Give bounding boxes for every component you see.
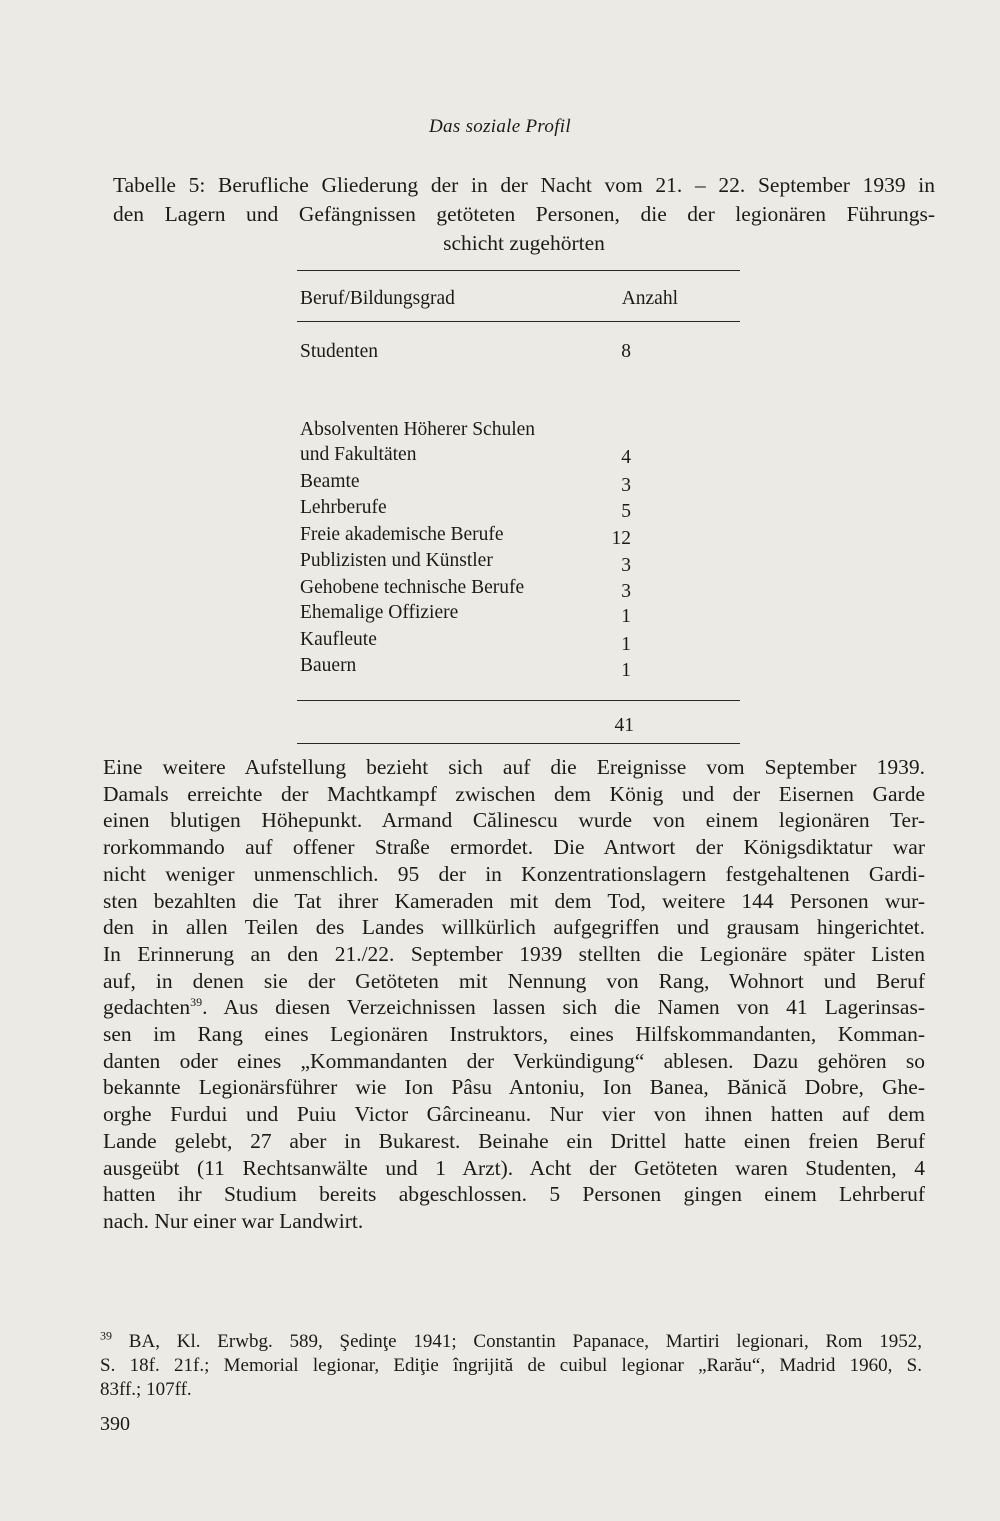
text-line: rorkommando auf offener Straße ermordet. Die Antwort der Königsdiktatur war — [103, 835, 925, 860]
text-line: Eine weitere Aufstellung bezieht sich auf die Ereignisse vom September 1939. — [103, 755, 925, 779]
table-header — [297, 271, 740, 321]
row-label: und Fakultäten — [300, 444, 417, 465]
text-line: bekannte Legionärsführer wie Ion Pâsu Antoniu, Ion Banea, Bănică Dobre, Ghe- — [103, 1075, 925, 1100]
row-label: Beamte — [300, 471, 360, 492]
text-line: In Erinnerung an den 21./22. September 1939 stellten die Legionäre später Listen — [103, 941, 925, 966]
table-total-row — [297, 701, 740, 743]
header-occupation: Beruf/Bildungsgrad — [300, 288, 455, 309]
table-body — [297, 322, 740, 632]
row-count: 5 — [621, 501, 631, 522]
row-count: 3 — [621, 475, 631, 496]
footnote-text: BA, Kl. Erwbg. 589, Şedinţe 1941; Constantin Papanace, Martiri legionari, Rom 1952, — [112, 1331, 922, 1352]
table-bottom-rule — [297, 743, 740, 744]
row-count: 1 — [621, 606, 631, 627]
footnote-line: 83ff.; 107ff. — [100, 1379, 192, 1400]
total-count: 41 — [614, 715, 634, 736]
body-paragraph — [103, 754, 925, 1235]
text-segment: . Aus diesen Verzeichnissen lassen sich die Namen von 41 Lagerinsas- — [202, 995, 925, 1020]
text-line: danten oder eines „Kommandanten der Verkündigung“ ablesen. Dazu gehören so — [103, 1048, 925, 1073]
text-line: sen im Rang eines Legionären Instruktors, eines Hilfskommandanten, Komman- — [103, 1022, 925, 1047]
footnote-number: 39 — [100, 1328, 112, 1343]
text-line: orghe Furdui und Puiu Victor Gârcineanu. Nur vier von ihnen hatten auf dem — [103, 1102, 925, 1127]
footnote-line — [100, 1330, 922, 1354]
row-count: 1 — [621, 634, 631, 655]
text-line: hatten ihr Studium bereits abgeschlossen. 5 Personen gingen einem Lehrberuf — [103, 1182, 925, 1207]
table-body-continued — [297, 628, 740, 688]
caption-line: Tabelle 5: Berufliche Gliederung der in der Nacht vom 21. – 22. September 1939 in — [113, 173, 935, 197]
text-line: Damals erreichte der Machtkampf zwischen dem König und der Eisernen Garde — [103, 781, 925, 806]
text-line: einen blutigen Höhepunkt. Armand Călinescu wurde von einem legionären Ter- — [103, 808, 925, 833]
row-label: Studenten — [300, 341, 378, 362]
row-label: Ehemalige Offiziere — [300, 602, 459, 623]
text-line: Lande gelebt, 27 aber in Bukarest. Beinahe ein Drittel hatte einen freien Beruf — [103, 1128, 925, 1153]
text-line: den in allen Teilen des Landes willkürlich aufgegriffen und grausam hingerichtet. — [103, 915, 925, 940]
row-count: 3 — [621, 555, 631, 576]
text-line: ausgeübt (11 Rechtsanwälte und 1 Arzt). Acht der Getöteten waren Studenten, 4 — [103, 1155, 925, 1180]
row-count: 1 — [621, 660, 631, 681]
row-count: 12 — [611, 528, 631, 549]
text-line: auf, in denen sie der Getöteten mit Nennung von Rang, Wohnort und Beruf — [103, 968, 925, 993]
row-label: Lehrberufe — [300, 497, 387, 518]
footnote-line: S. 18f. 21f.; Memorial legionar, Ediţie îngrijită de cuibul legionar „Rarău“, Madrid 1960, S. — [100, 1355, 922, 1376]
running-head: Das soziale Profil — [429, 116, 571, 137]
table-caption — [113, 171, 935, 258]
row-label: Absolventen Höherer Schulen — [300, 419, 536, 440]
row-label: Kaufleute — [300, 629, 377, 650]
row-count: 4 — [621, 447, 631, 468]
row-label: Gehobene technische Berufe — [300, 577, 525, 598]
text-segment: gedachten — [103, 995, 191, 1020]
row-count: 3 — [621, 581, 631, 602]
header-count: Anzahl — [621, 288, 678, 309]
caption-line: den Lagern und Gefängnissen getöteten Personen, die der legionären Führungs- — [113, 202, 935, 226]
row-label: Publizisten und Künstler — [300, 550, 493, 571]
text-line: nach. Nur einer war Landwirt. — [103, 1208, 364, 1233]
footnote — [100, 1330, 922, 1402]
occupation-table — [297, 270, 740, 744]
row-count: 8 — [621, 341, 631, 362]
page-number: 390 — [100, 1413, 130, 1435]
caption-line: schicht zugehörten — [443, 231, 605, 255]
row-label: Bauern — [300, 655, 357, 676]
row-label: Freie akademische Berufe — [300, 524, 504, 545]
footnote-reference[interactable]: 39 — [190, 995, 203, 1010]
text-line: nicht weniger unmenschlich. 95 der in Konzentrationslagern festgehaltenen Gardi- — [103, 861, 925, 886]
text-line-with-footnote — [103, 994, 925, 1021]
text-line: sten bezahlten die Tat ihrer Kameraden mit dem Tod, weitere 144 Personen wur- — [103, 888, 925, 913]
